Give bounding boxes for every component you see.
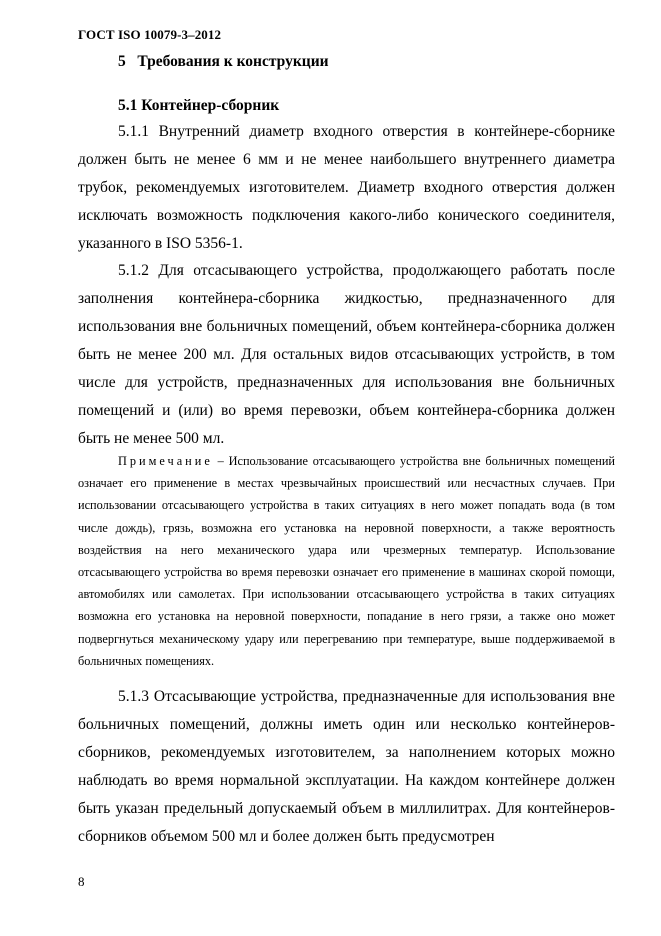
note-label: Примечание: [118, 454, 213, 468]
document-header: ГОСТ ISO 10079-3–2012: [78, 27, 222, 42]
paragraph-5-1-2: 5.1.2 Для отсасывающего устройства, продолжающего работать после заполнения контейнера-сборника жидкостью, предназначенного для использования вне больничных помещений, объем контейнера-сборника должен быть не менее 200 мл. Для остальных видов отсасывающих устройств, в том числе для устройств, предназначенных для использования вне больничных помещений и (или) во время перевозки, объем контейнера-сборника должен быть не менее 500 мл.: [78, 262, 615, 447]
note-text: – Использование отсасывающего устройства вне больничных помещений означает его применение в местах чрезвычайных происшествий или несчастных случаев. При использовании отсасывающего устройства в таких ситуациях в него может попадать вода (в том числе дождь), грязь, возможна его установка на неровной поверхности, а также вероятность воздействия на него механического удара или чрезмерных температур. Использование отсасывающего устройства во время перевозки означает его применение в машинах скорой помощи, автомобилях или самолетах. При использовании отсасывающего устройства в таких ситуациях возможна его установка на неровной поверхности, попадание в него грязи, а также оно может подвергнуться механическому удару или перегреванию при температуре, выше поддерживаемой в больничных помещениях.: [78, 454, 615, 668]
section-title: 5 Требования к конструкции: [118, 53, 329, 70]
page-number: 8: [78, 874, 85, 889]
paragraph-5-1-3: 5.1.3 Отсасывающие устройства, предназначенные для использования вне больничных помещений, должны иметь один или несколько контейнеров-сборников, рекомендуемых изготовителем, за наполнением которых можно наблюдать во время нормальной эксплуатации. На каждом контейнере должен быть указан предельный допускаемый объем в миллилитрах. Для контейнеров-сборников объемом 500 мл и более должен быть предусмотрен: [78, 688, 615, 845]
paragraph-5-1-1: 5.1.1 Внутренний диаметр входного отверстия в контейнере-сборнике должен быть не менее 6 мм и не менее наибольшего внутреннего диаметра трубок, рекомендуемых изготовителем. Диаметр входного отверстия должен исключать возможность подключения какого-либо конического соединителя, указанного в ISO 5356-1.: [78, 123, 615, 252]
note-block: [78, 450, 615, 672]
subsection-title: 5.1 Контейнер-сборник: [118, 97, 280, 114]
